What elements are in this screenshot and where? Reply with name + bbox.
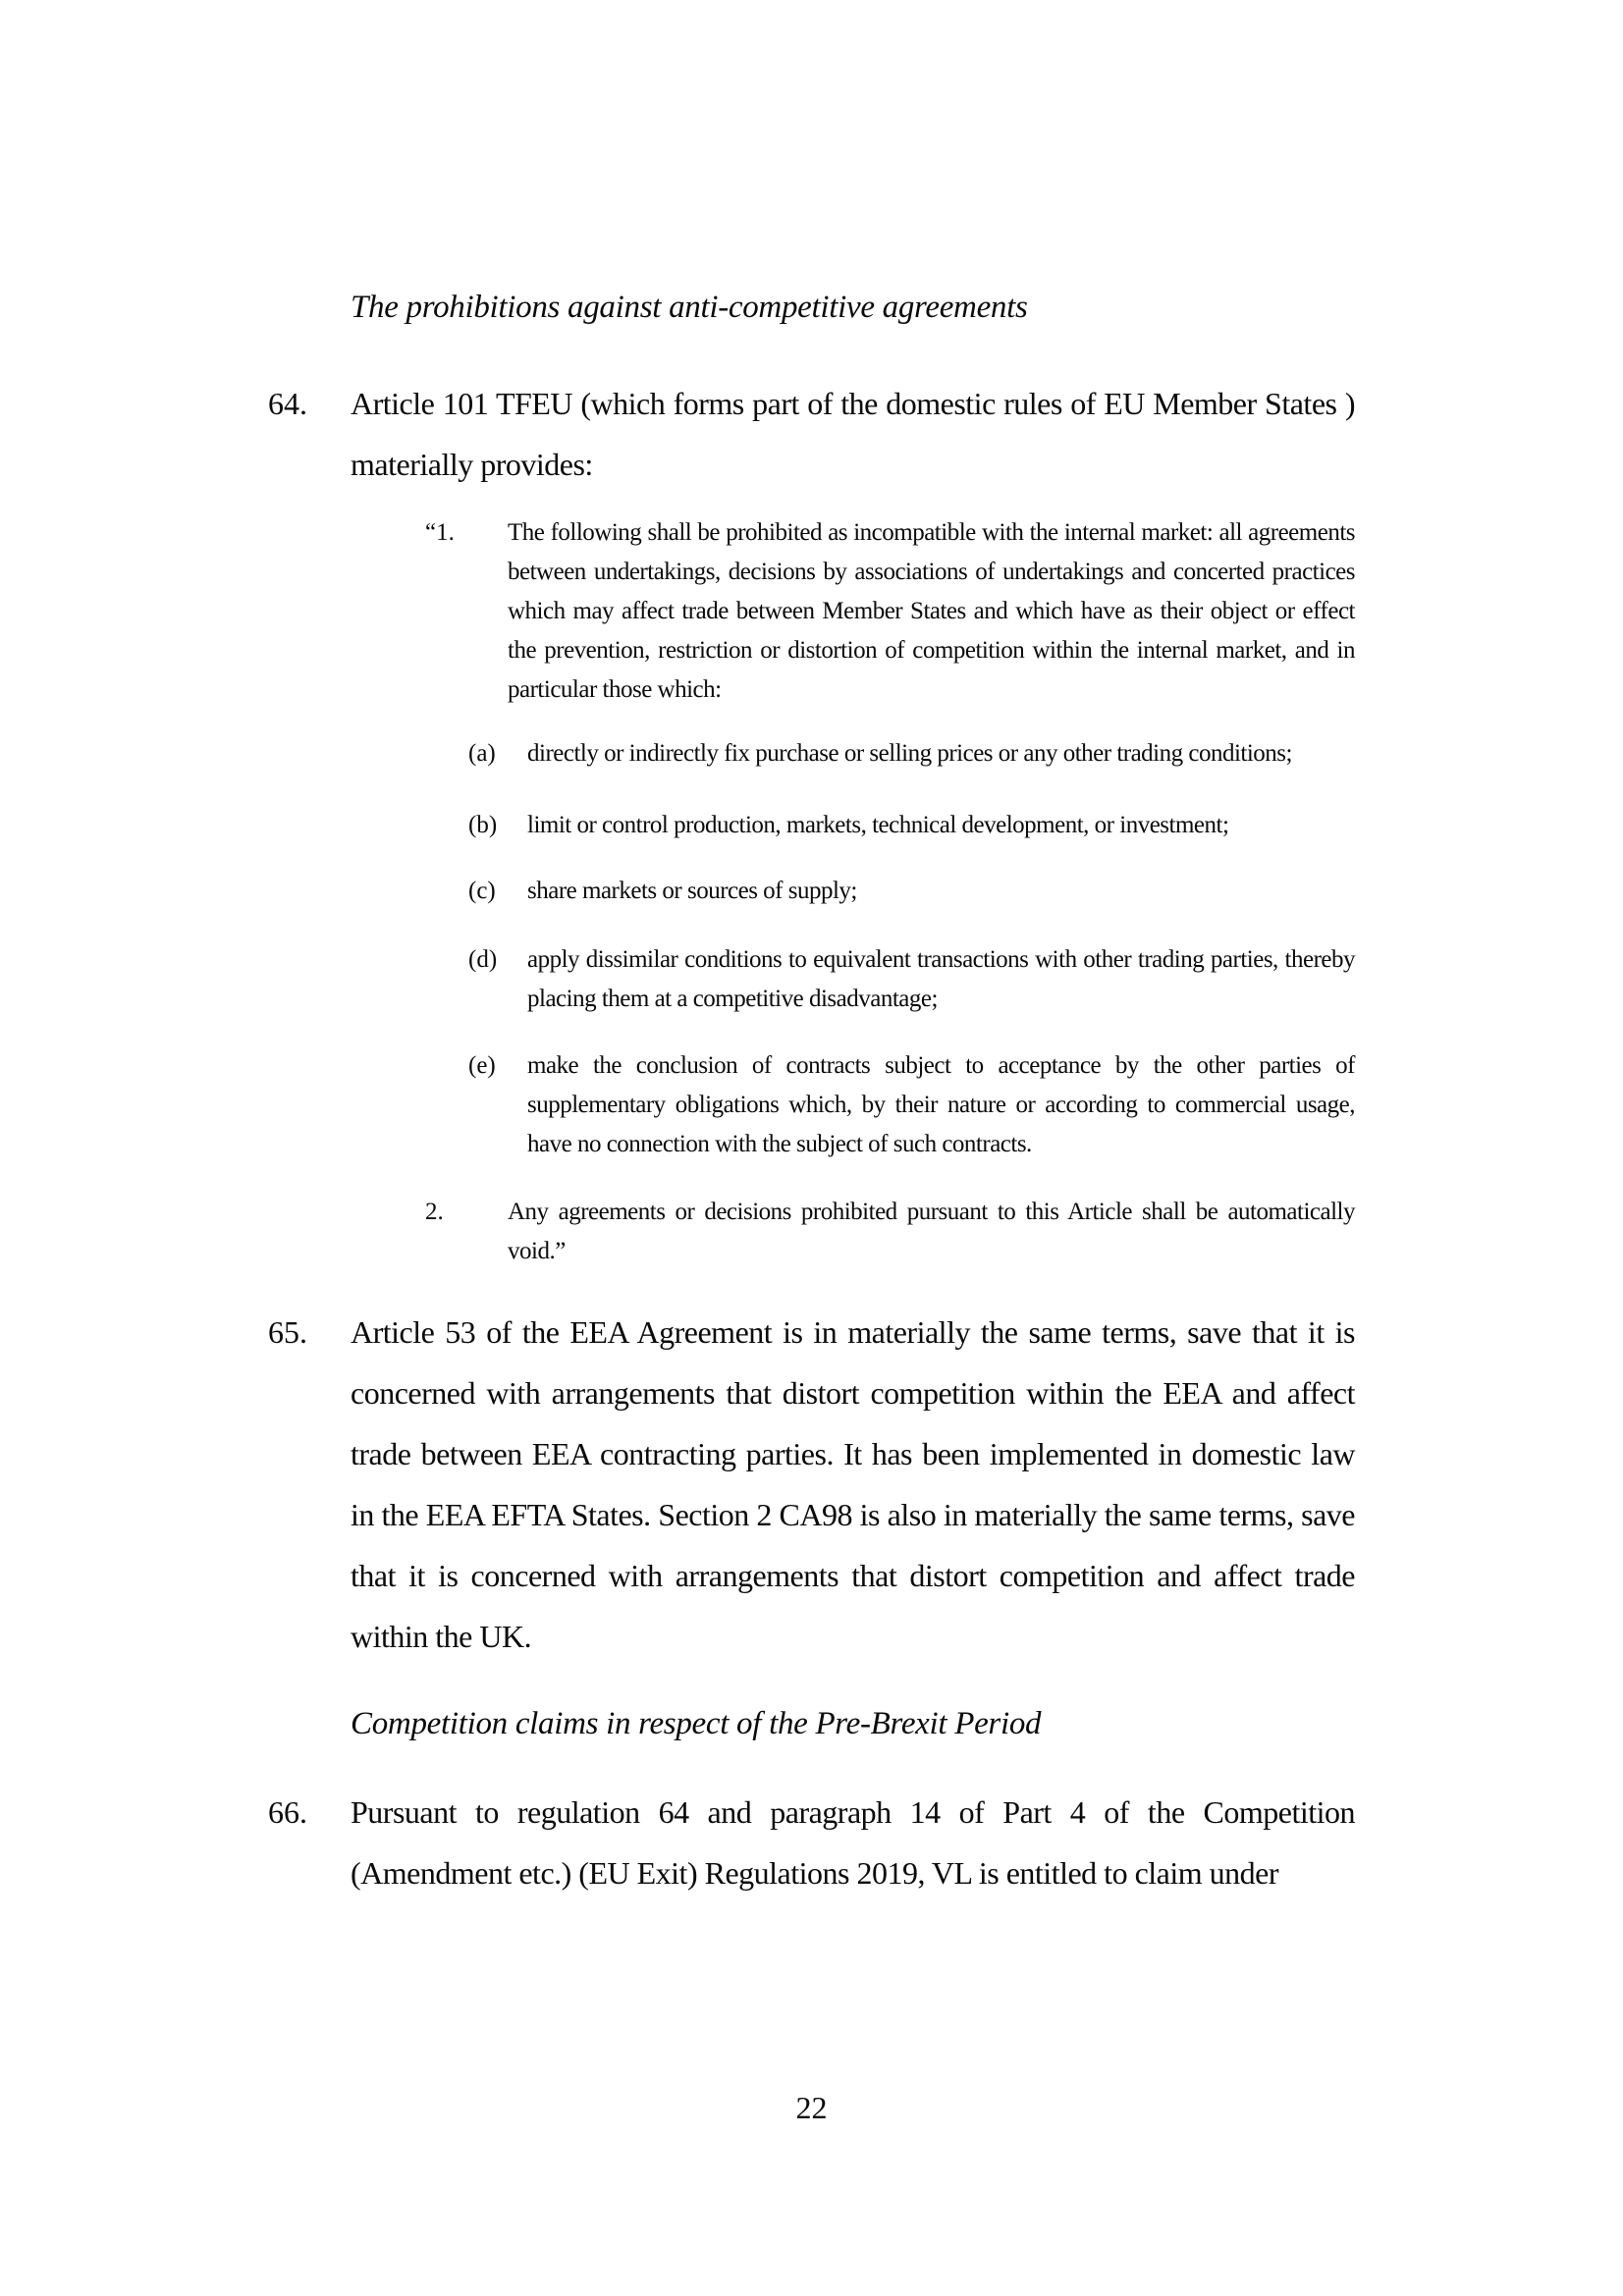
quoted-clause-2 — [425, 1193, 1355, 1271]
paragraph-66-number: 66. — [268, 1794, 307, 1830]
quoted-clause-2-text: Any agreements or decisions prohibited pursuant to this Article shall be automatically void.” — [508, 1199, 1355, 1264]
sub-item-d — [468, 940, 1355, 1019]
paragraph-65-text: Article 53 of the EEA Agreement is in materially the same terms, save that it is concerned with arrangements that distort competition within the EEA and affect trade between EEA contracting parties. It has been implemented in domestic law in the EEA EFTA States. Section 2 CA98 is also in materially the same terms, save that it is concerned with arrangements that distort competition and affect trade within the UK. — [351, 1314, 1355, 1654]
sub-item-e-text: make the conclusion of contracts subject to acceptance by the other parties of supplementary obligations which, by their nature or according to commercial usage, have no connection with the subject of such contracts. — [527, 1052, 1355, 1157]
sub-item-e — [468, 1046, 1355, 1164]
paragraph-65-number: 65. — [268, 1314, 307, 1350]
paragraph-65 — [268, 1302, 1355, 1667]
sub-item-d-text: apply dissimilar conditions to equivalent transactions with other trading parties, thereby placing them at a competitive disadvantage; — [527, 946, 1355, 1012]
section-heading-prohibitions: The prohibitions against anti-competitive agreements — [351, 290, 1028, 325]
paragraph-64-number: 64. — [268, 386, 307, 421]
sub-item-b-text: limit or control production, markets, technical development, or investment; — [527, 812, 1229, 838]
paragraph-64-text: Article 101 TFEU (which forms part of the domestic rules of EU Member States ) materially provides: — [351, 386, 1355, 482]
sub-item-b-label: (b) — [468, 812, 498, 838]
sub-item-a — [468, 734, 1355, 774]
sub-item-a-label: (a) — [468, 740, 496, 767]
quoted-clause-1-text: The following shall be prohibited as incompatible with the internal market: all agreements between undertakings, decisions by associations of undertakings and concerted practices which may affect trade between Member States and which have as their object or effect the prevention, restriction or distortion of competition within the internal market, and in particular those which: — [508, 519, 1355, 703]
sub-item-c — [468, 872, 1355, 911]
quoted-clause-2-number: 2. — [425, 1199, 444, 1225]
paragraph-66 — [268, 1782, 1355, 1903]
sub-item-d-label: (d) — [468, 946, 498, 973]
sub-item-a-text: directly or indirectly fix purchase or selling prices or any other trading conditions; — [527, 740, 1292, 767]
paragraph-64 — [268, 373, 1355, 495]
page-number: 22 — [795, 2090, 828, 2125]
sub-item-e-label: (e) — [468, 1052, 496, 1079]
quoted-clause-1-number: “1. — [425, 519, 455, 546]
sub-item-c-text: share markets or sources of supply; — [527, 878, 857, 904]
sub-item-b — [468, 806, 1355, 845]
paragraph-66-text: Pursuant to regulation 64 and paragraph 14 of Part 4 of the Competition (Amendment etc.) (EU Exit) Regulations 2019, VL is entitled to claim under — [351, 1794, 1355, 1891]
sub-item-c-label: (c) — [468, 878, 496, 904]
section-heading-competition-claims: Competition claims in respect of the Pre-Brexit Period — [351, 1706, 1042, 1741]
quoted-clause-1 — [425, 513, 1355, 710]
